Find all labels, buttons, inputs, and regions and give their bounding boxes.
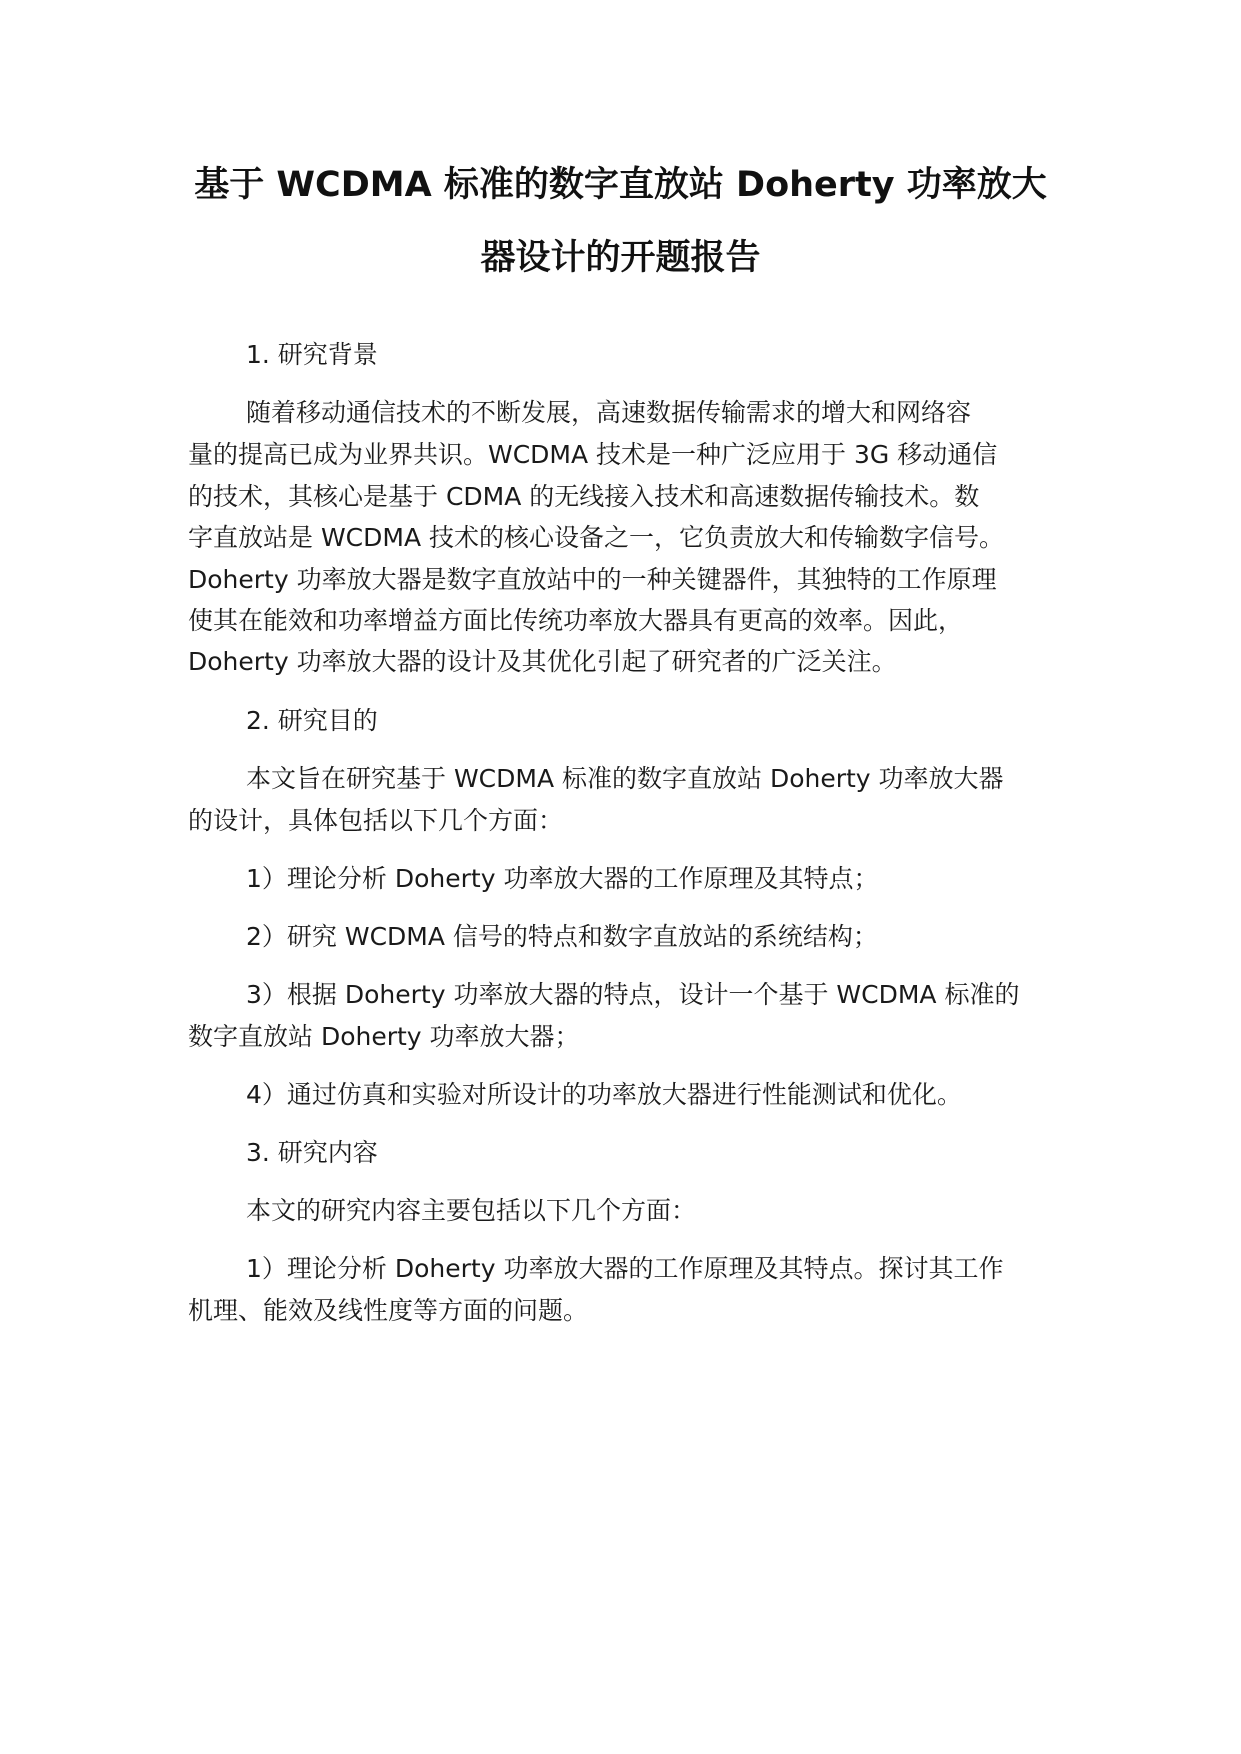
section-1-paragraph-line: Doherty 功率放大器的设计及其优化引起了研究者的广泛关注。 — [188, 647, 897, 676]
section-2-list-item-1: 1）理论分析 Doherty 功率放大器的工作原理及其特点； — [246, 864, 879, 893]
section-2-list-item-3-line: 数字直放站 Doherty 功率放大器； — [188, 1022, 580, 1051]
section-3-heading: 3. 研究内容 — [246, 1138, 378, 1167]
document-title-line-1: 基于 WCDMA 标准的数字直放站 Doherty 功率放大 — [194, 165, 1047, 205]
document-title-line-2: 器设计的开题报告 — [480, 238, 761, 278]
section-2-intro-line: 的设计，具体包括以下几个方面： — [188, 806, 564, 835]
section-1-paragraph-line: 随着移动通信技术的不断发展，高速数据传输需求的增大和网络容 — [246, 398, 972, 427]
section-3-intro: 本文的研究内容主要包括以下几个方面： — [246, 1196, 697, 1225]
section-2-intro-line: 本文旨在研究基于 WCDMA 标准的数字直放站 Doherty 功率放大器 — [246, 764, 1004, 793]
section-1-paragraph-line: 的技术，其核心是基于 CDMA 的无线接入技术和高速数据传输技术。数 — [188, 482, 980, 511]
section-1-paragraph-line: 字直放站是 WCDMA 技术的核心设备之一，它负责放大和传输数字信号。 — [188, 523, 1004, 552]
section-1-heading: 1. 研究背景 — [246, 340, 378, 369]
section-2-heading: 2. 研究目的 — [246, 706, 378, 735]
section-2-list-item-4: 4）通过仿真和实验对所设计的功率放大器进行性能测试和优化。 — [246, 1080, 962, 1109]
section-2-list-item-2: 2）研究 WCDMA 信号的特点和数字直放站的系统结构； — [246, 922, 878, 951]
section-1-paragraph-line: 量的提高已成为业界共识。WCDMA 技术是一种广泛应用于 3G 移动通信 — [188, 440, 998, 469]
section-1-paragraph-line: 使其在能效和功率增益方面比传统功率放大器具有更高的效率。因此， — [188, 606, 964, 635]
section-3-list-item-1-line: 1）理论分析 Doherty 功率放大器的工作原理及其特点。探讨其工作 — [246, 1254, 1004, 1283]
section-1-paragraph-line: Doherty 功率放大器是数字直放站中的一种关键器件，其独特的工作原理 — [188, 565, 997, 594]
section-3-list-item-1-line: 机理、能效及线性度等方面的问题。 — [188, 1296, 589, 1325]
section-2-list-item-3-line: 3）根据 Doherty 功率放大器的特点，设计一个基于 WCDMA 标准的 — [246, 980, 1020, 1009]
